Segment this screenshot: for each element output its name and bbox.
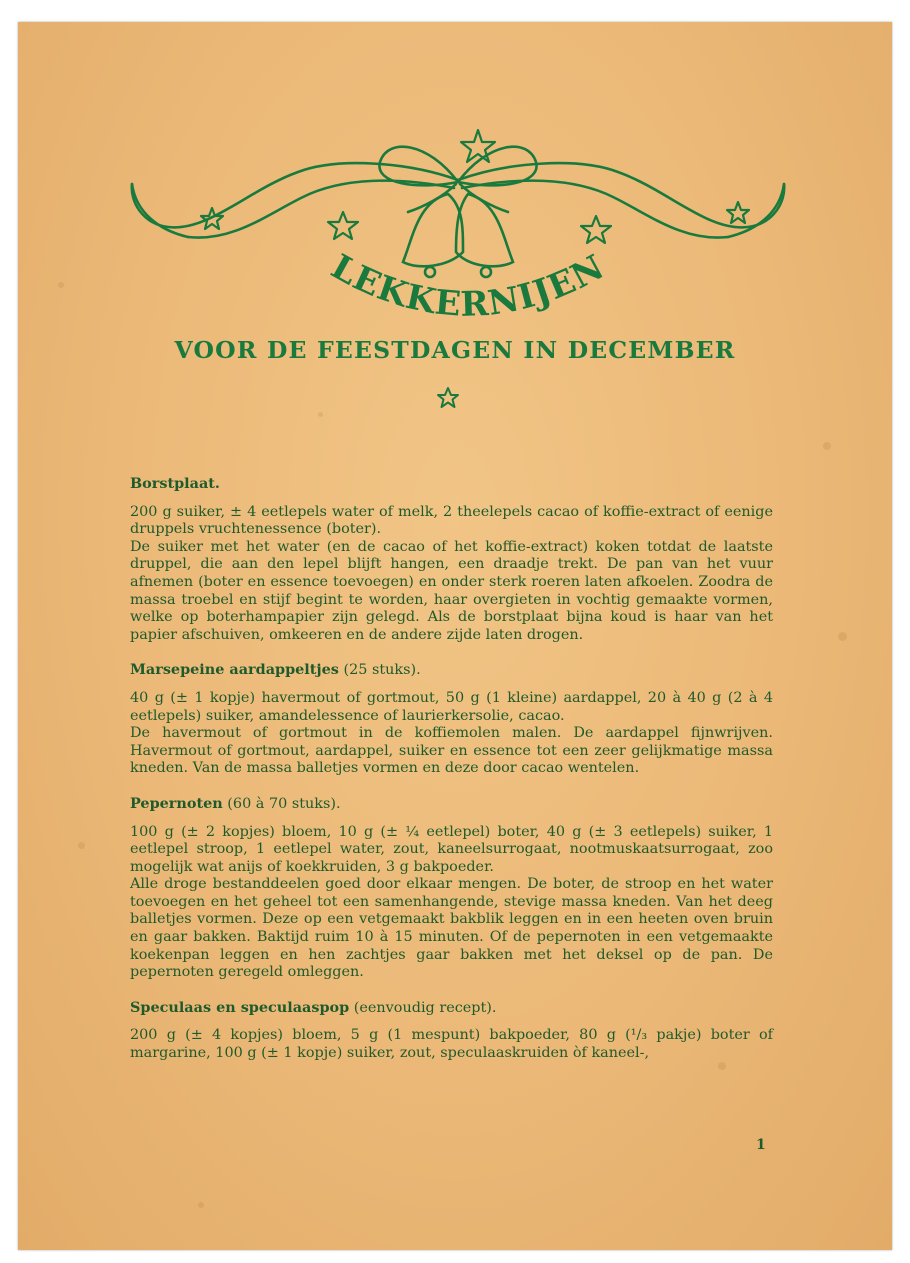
star-icon [436,386,460,410]
recipe-title: Borstplaat. [130,475,220,492]
recipe-instructions: De suiker met het water (en de cacao of het koffie-extract) koken totdat de laatste druppel, die aan den lepel blijft hangen, een draadje trekt. De pan van het vuur afnemen (boter en essence toevoegen) en onder sterk roeren laten afkoelen. Zoodra de massa troebel en stijf begint te worden, haar overgieten in vochtig gemaakte vormen, welke op boterhampapier zijn gelegd. Als de borstplaat bijna koud is haar van het papier afschuiven, omkeeren en de andere zijde laten drogen. [130,538,773,643]
svg-text:LEKKERNIJEN [324,247,611,325]
page-title: LEKKERNIJEN [324,246,612,325]
recipe-list [130,475,773,1080]
recipe-title: Speculaas en speculaaspop (eenvoudig recept). [130,998,497,1016]
page-number: 1 [756,1137,766,1153]
recipe-pepernoten [130,795,773,982]
recipe-instructions: De havermout of gortmout in de koffiemolen malen. De aardappel fijnwrijven. Havermout of gortmout, aardappel, suiker en essence tot een zeer gelijkmatige massa kneden. Van de massa balletjes vormen en deze door cacao wentelen. [130,725,773,777]
paper-speck [78,842,85,849]
paper-speck [58,282,64,288]
paper-speck [318,412,323,417]
recipe-borstplaat [130,475,773,644]
recipe-ingredients: 100 g (± 2 kopjes) bloem, 10 g (± ¼ eetlepel) boter, 40 g (± 3 eetlepels) suiker, 1 eetlepel stroop, 1 eetlepel water, zout, kaneelsurrogaat, nootmuskaatsurrogaat, zoo mogelijk wat anijs of koekkruiden, 3 g bakpoeder. [130,823,773,875]
paper-speck [823,442,831,450]
page-subtitle: VOOR DE FEESTDAGEN IN DECEMBER [174,336,736,364]
recipe-instructions: Alle droge bestanddeelen goed door elkaar mengen. De boter, de stroop en het water toevoegen en het geheel tot een samenhangende, stevige massa kneden. Van het deeg balletjes vormen. Deze op een vetgemaakt bakblik leggen en in een heeten oven bruin en gaar bakken. Baktijd ruim 10 à 15 minuten. Of de pepernoten in een vetgemaakte koekenpan leggen en hen zachtjes gaar bakken met het deksel op de pan. De pepernoten geregeld omleggen. [130,876,773,981]
recipe-title: Marsepeine aardappeltjes (25 stuks). [130,661,421,679]
recipe-ingredients: 200 g (± 4 kopjes) bloem, 5 g (1 mespunt) bakpoeder, 80 g (¹/₃ pakje) boter of margarine, 100 g (± 1 kopje) suiker, zout, speculaaskruiden òf kaneel-, [130,1027,773,1062]
recipe-page [18,22,892,1250]
recipe-ingredients: 40 g (± 1 kopje) havermout of gortmout, 50 g (1 kleine) aardappel, 20 à 40 g (2 à 4 eetlepels) suiker, amandelessence of laurierkersolie, cacao. [130,689,773,724]
recipe-title: Pepernoten (60 à 70 stuks). [130,794,341,812]
recipe-speculaas [130,999,773,1063]
ribbon-bells-ornament [118,102,798,342]
paper-speck [198,1202,204,1208]
recipe-ingredients: 200 g suiker, ± 4 eetlepels water of melk, 2 theelepels cacao of koffie-extract of eenige druppels vruchtenessence (boter). [130,503,773,538]
recipe-marsepeine-aardappeltjes [130,661,773,778]
paper-speck [838,632,847,641]
